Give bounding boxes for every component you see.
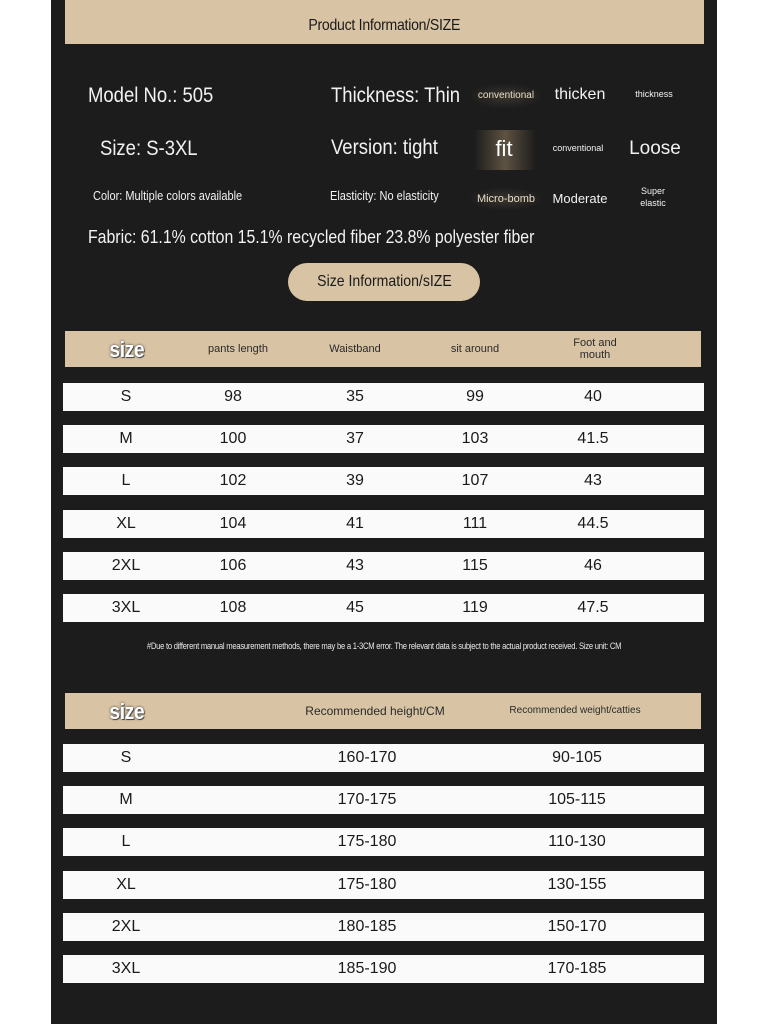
weight-cell: 170-185 [547,960,607,977]
header-band [65,0,704,44]
measurement-note-text: #Due to different manual measurement methods, there may be a 1-3CM error. The relevant data is subject to the actual product received. Size unit: CM [146,641,622,651]
sit-around-cell: 107 [461,472,489,489]
thickness-option-conventional: conventional [470,84,542,108]
sit-around-cell: 99 [466,388,484,405]
weight-cell: 90-105 [552,749,602,766]
page-title: Product Information/SIZE [308,17,461,34]
waistband-cell: 35 [346,388,364,405]
color-info: Color: Multiple colors available [93,189,243,203]
foot-and-mouth-cell: 43 [584,472,602,489]
size-range: Size: S-3XL [100,137,198,160]
recommendation-table-row [63,913,704,941]
size-cell: XL [116,515,136,532]
weight-cell: 130-155 [547,876,607,893]
recommendation-table-header-size: size [109,699,145,724]
height-cell: 170-175 [337,791,397,808]
size-table-row [63,594,704,622]
elasticity-label: Elasticity: No elasticity [330,189,439,203]
weight-cell: 105-115 [548,791,606,808]
recommendation-table-header-height: Recommended height/CM [305,704,445,718]
waistband-cell: 45 [346,599,364,616]
pants-length-cell: 104 [219,515,247,532]
pants-length-cell: 100 [219,430,247,447]
size-table-header-pants-length: pants length [208,343,268,355]
foot-and-mouth-cell: 40 [584,388,602,405]
foot-and-mouth-cell: 41.5 [577,430,609,447]
fabric-info: Fabric: 61.1% cotton 15.1% recycled fiber 23.8% polyester fiber [88,227,535,247]
pants-length-cell: 102 [219,472,247,489]
foot-and-mouth-cell: 46 [584,557,602,574]
pants-length-cell: 108 [219,599,247,616]
version-option-conventional: conventional [552,143,604,153]
thickness-option-thicken: thicken [554,86,606,103]
size-info-label: Size Information/sIZE [316,273,452,290]
sit-around-cell: 111 [462,515,488,532]
size-table-header-sit-around: sit around [450,343,500,355]
size-cell: S [120,388,132,405]
thickness-label: Thickness: Thin [331,84,461,107]
size-table-header-size: size [109,337,145,362]
waistband-cell: 37 [346,430,364,447]
sit-around-cell: 119 [462,599,488,616]
pants-length-cell: 106 [219,557,247,574]
recommendation-table-row [63,744,704,772]
size-info-pill [288,263,480,301]
height-cell: 160-170 [337,749,397,766]
weight-cell: 150-170 [547,918,607,935]
size-cell: 2XL [111,918,141,935]
sit-around-cell: 103 [461,430,489,447]
elasticity-option-micro-bomb: Micro-bomb [470,188,542,210]
size-cell: 3XL [111,960,141,977]
recommendation-table-row [63,786,704,814]
size-cell: L [121,472,131,489]
size-cell: L [121,833,131,850]
height-cell: 180-185 [337,918,397,935]
waistband-cell: 41 [346,515,364,532]
measurement-note [51,641,717,651]
size-table-row [63,552,704,580]
height-cell: 185-190 [337,960,397,977]
recommendation-table-row [63,955,704,983]
version-option-fit: fit [495,136,513,161]
version-option-loose: Loose [629,138,681,159]
size-cell: 2XL [111,557,141,574]
weight-cell: 110-130 [548,833,606,850]
size-table-header-waistband: Waistband [329,343,381,355]
foot-and-mouth-cell: 47.5 [577,599,609,616]
version-label: Version: tight [331,136,438,159]
waistband-cell: 43 [346,557,364,574]
height-cell: 175-180 [337,876,397,893]
height-cell: 175-180 [337,833,397,850]
elasticity-option-super-elastic: Super elastic [640,186,666,208]
size-table-row [63,510,704,538]
waistband-cell: 39 [346,472,364,489]
recommendation-table-row [63,871,704,899]
size-table-row [63,383,704,411]
recommendation-table-row [63,828,704,856]
size-cell: XL [116,876,136,893]
size-table-header-foot-and-mouth: Foot and mouth [573,337,617,361]
size-cell: M [119,430,133,447]
size-cell: 3XL [111,599,141,616]
size-table-row [63,467,704,495]
model-number: Model No.: 505 [88,84,214,107]
size-cell: M [119,791,133,808]
size-cell: S [120,749,132,766]
thickness-option-thickness: thickness [635,89,673,99]
sit-around-cell: 115 [462,557,488,574]
elasticity-option-moderate: Moderate [552,191,608,206]
size-table-row [63,425,704,453]
recommendation-table-header-weight: Recommended weight/catties [509,705,641,716]
size-table-header [65,331,701,367]
foot-and-mouth-cell: 44.5 [577,515,609,532]
recommendation-table-header [65,693,701,729]
pants-length-cell: 98 [224,388,242,405]
